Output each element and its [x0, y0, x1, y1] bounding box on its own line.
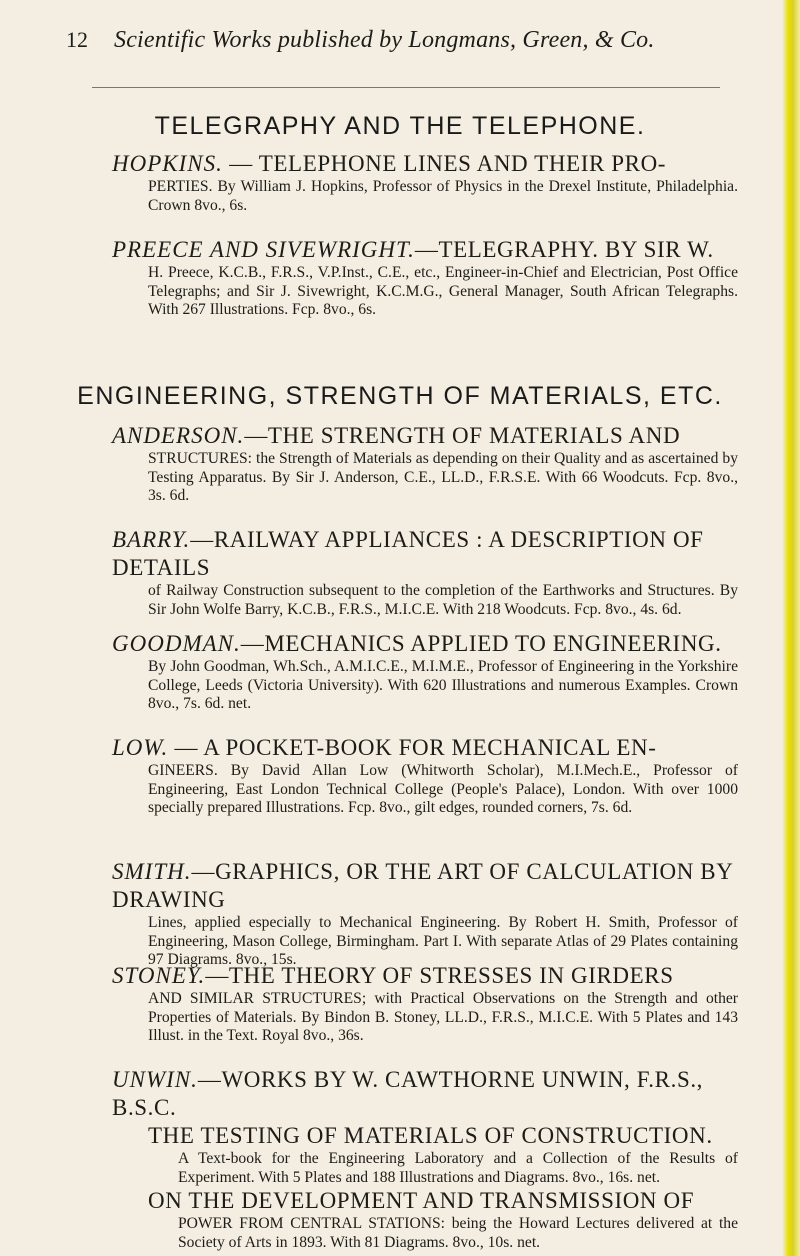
section-heading-engineering: ENGINEERING, STRENGTH OF MATERIALS, ETC. — [77, 382, 723, 410]
entry-description: STRUCTURES: the Strength of Materials as depending on their Quality and as ascertained by Testing Apparatus. By Sir J. Anderson, C.E., LL.D., F.R.S.E. With 66 Woodcuts. Fcp. 8vo., 3s. 6d. — [148, 450, 738, 504]
page-header — [66, 27, 716, 54]
entry-author: STONEY. — [112, 963, 206, 988]
entry-author: BARRY. — [112, 527, 191, 552]
entry-description: H. Preece, K.C.B., F.R.S., V.P.Inst., C.E., etc., Engineer-in-Chief and Electrician, Post Office Telegraphs; and Sir J. Sivewright, K.C.M.G., General Manager, South African Telegraphs. With 267 Illustrations. Fcp. 8vo., 6s. — [148, 264, 738, 318]
catalogue-entry-unwin — [112, 1066, 738, 1252]
entry-description: PERTIES. By William J. Hopkins, Professor of Physics in the Drexel Institute, Philadelphia. Crown 8vo., 6s. — [148, 178, 738, 214]
entry-title: —THE STRENGTH OF MATERIALS AND — [244, 423, 681, 448]
catalogue-entry-goodman — [112, 630, 738, 714]
catalogue-entry-anderson — [112, 422, 738, 506]
entry-title: —WORKS BY W. CAWTHORNE UNWIN, F.R.S., B.S.C. — [112, 1067, 704, 1120]
entry-author: PREECE AND SIVEWRIGHT. — [112, 237, 415, 262]
entry-title: — TELEPHONE LINES AND THEIR PRO- — [222, 151, 667, 176]
sub-work-title: ON THE DEVELOPMENT AND TRANSMISSION OF — [148, 1188, 695, 1213]
catalogue-entry-hopkins — [112, 150, 738, 215]
catalogue-entry-preece — [112, 236, 738, 320]
entry-description: GINEERS. By David Allan Low (Whitworth Scholar), M.I.Mech.E., Professor of Engineering, East London Technical College (People's Palace), London. With over 1000 specially prepared Illustrations. Fcp. 8vo., gilt edges, rounded corners, 7s. 6d. — [148, 762, 738, 816]
entry-author: SMITH. — [112, 859, 192, 884]
page-number: 12 — [66, 27, 88, 52]
entry-description: AND SIMILAR STRUCTURES; with Practical Observations on the Strength and other Properties of Materials. By Bindon B. Stoney, LL.D., F.R.S., M.I.C.E. With 5 Plates and 143 Illust. in the Text. Royal 8vo., 36s. — [148, 990, 738, 1044]
entry-title: —TELEGRAPHY. BY SIR W. — [414, 237, 714, 262]
sub-work-description: A Text-book for the Engineering Laboratory and a Collection of the Results of Experiment. With 5 Plates and 188 Illustrations and Diagrams. 8vo., 16s. net. — [178, 1150, 738, 1186]
page-edge — [782, 0, 800, 1256]
entry-author: HOPKINS. — [112, 151, 223, 176]
entry-title: —RAILWAY APPLIANCES : A DESCRIPTION OF DETAILS — [112, 527, 704, 580]
entry-author: LOW. — [112, 735, 169, 760]
catalogue-entry-barry — [112, 526, 738, 619]
catalogue-entry-stoney — [112, 962, 738, 1046]
entry-description: Lines, applied especially to Mechanical Engineering. By Robert H. Smith, Professor of Engineering, Mason College, Birmingham. Part I. With separate Atlas of 29 Plates containing 97 Diagrams. 8vo., 15s. — [148, 914, 738, 968]
entry-author: GOODMAN. — [112, 631, 241, 656]
catalogue-entry-low — [112, 734, 738, 818]
entry-description: By John Goodman, Wh.Sch., A.M.I.C.E., M.I.M.E., Professor of Engineering in the Yorkshire College, Leeds (Victoria University). With 620 Illustrations and numerous Examples. Crown 8vo., 7s. 6d. net. — [148, 658, 738, 712]
entry-title: — A POCKET-BOOK FOR MECHANICAL EN- — [168, 735, 657, 760]
entry-author: UNWIN. — [112, 1067, 198, 1092]
catalogue-entry-smith — [112, 858, 738, 970]
sub-work-description: POWER FROM CENTRAL STATIONS: being the Howard Lectures delivered at the Society of Arts in 1893. With 81 Diagrams. 8vo., 10s. net. — [178, 1215, 738, 1251]
entry-title: —GRAPHICS, OR THE ART OF CALCULATION BY DRAWING — [112, 859, 733, 912]
entry-description: of Railway Construction subsequent to the completion of the Earthworks and Structures. By Sir John Wolfe Barry, K.C.B., F.R.S., M.I.C.E. With 218 Woodcuts. Fcp. 8vo., 4s. 6d. — [148, 582, 738, 618]
entry-title: —THE THEORY OF STRESSES IN GIRDERS — [205, 963, 674, 988]
header-rule — [92, 87, 720, 88]
running-title: Scientific Works published by Longmans, Green, & Co. — [114, 27, 655, 53]
section-heading-telegraphy: TELEGRAPHY AND THE TELEPHONE. — [154, 112, 646, 140]
sub-work-title: THE TESTING OF MATERIALS OF CONSTRUCTION. — [148, 1123, 713, 1148]
entry-author: ANDERSON. — [112, 423, 245, 448]
entry-title: —MECHANICS APPLIED TO ENGINEERING. — [240, 631, 722, 656]
